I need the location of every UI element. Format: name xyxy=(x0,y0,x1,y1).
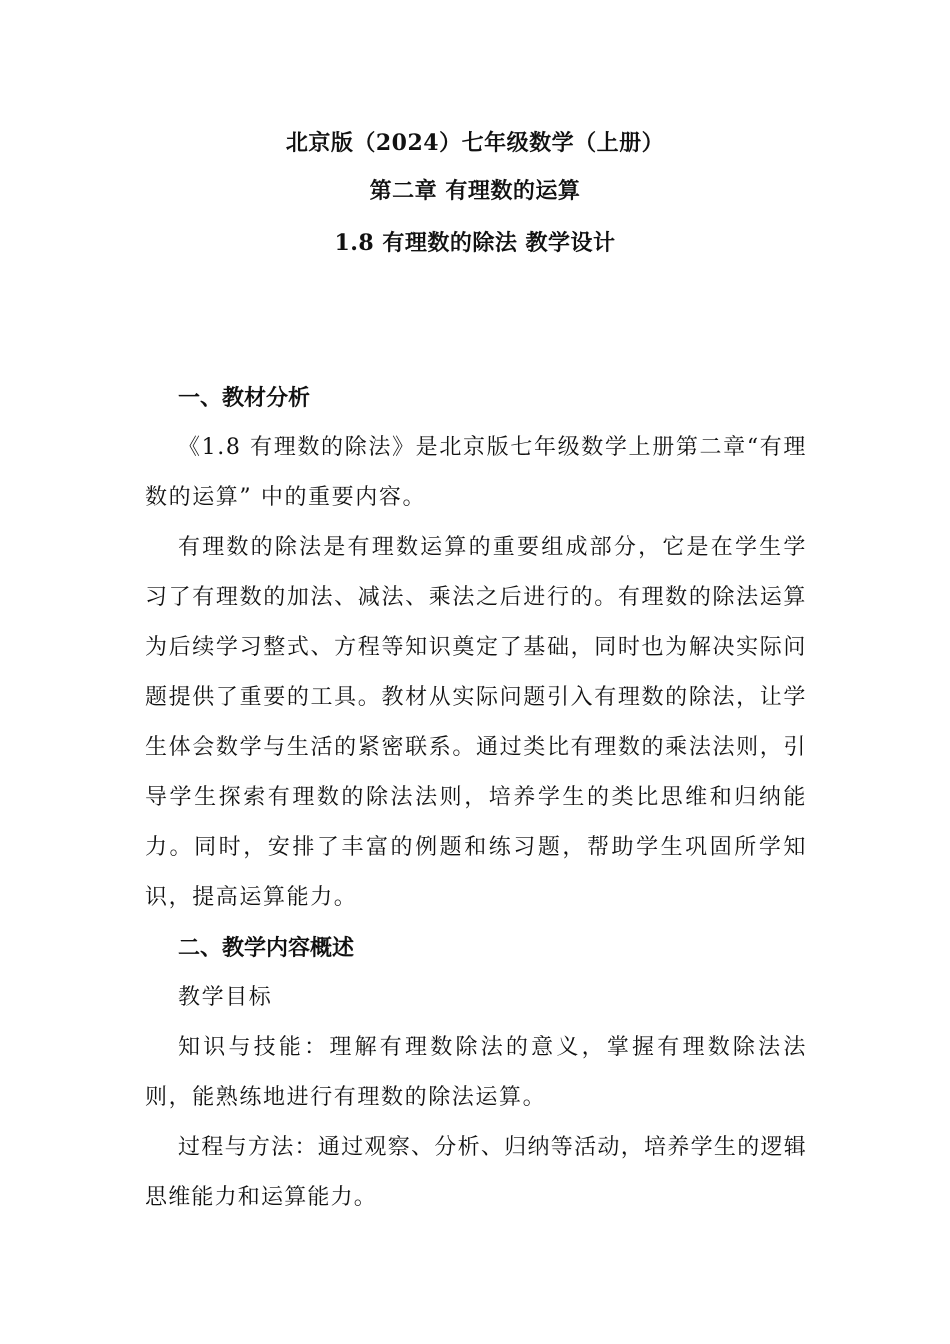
paragraph: 过程与方法：通过观察、分析、归纳等活动，培养学生的逻辑思维能力和运算能力。 xyxy=(145,1135,807,1210)
paragraph: 有理数的除法是有理数运算的重要组成部分，它是在学生学习了有理数的加法、减法、乘法之后进行的。有理数的除法运算为后续学习整式、方程等知识奠定了基础，同时也为解决实际问题提供了重要的工具。教材从实际问题引入有理数的除法，让学生体会数学与生活的紧密联系。通过类比有理数的乘法法则，引导学生探索有理数的除法法则，培养学生的类比思维和归纳能力。同时，安排了丰富的例题和练习题，帮助学生巩固所学知识，提高运算能力。 xyxy=(145,535,807,910)
paragraph: 教学目标 xyxy=(178,985,273,1010)
document-title: 北京版（2024）七年级数学（上册） xyxy=(285,130,665,156)
chapter-title: 第二章 有理数的运算 xyxy=(369,178,581,204)
paragraph: 知识与技能：理解有理数除法的意义，掌握有理数除法法则，能熟练地进行有理数的除法运算。 xyxy=(145,1035,807,1110)
lesson-title: 1.8 有理数的除法 教学设计 xyxy=(334,230,616,256)
paragraph: 《1.8 有理数的除法》是北京版七年级数学上册第二章“有理数的运算” 中的重要内容。 xyxy=(145,435,807,510)
section-heading-teaching-content: 二、教学内容概述 xyxy=(178,935,355,961)
section-heading-textbook-analysis: 一、教材分析 xyxy=(178,385,311,411)
document-body xyxy=(145,373,807,1223)
